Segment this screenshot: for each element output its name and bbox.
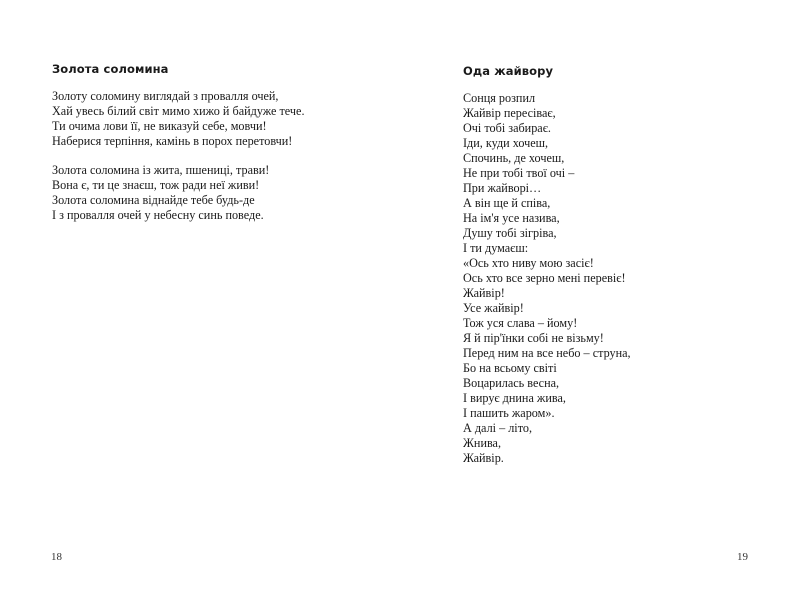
page-number: 18 <box>51 551 62 563</box>
poem-line: Ти очима лови її, не виказуй себе, мовчи! <box>52 119 267 133</box>
poem-line: А далі – літо, <box>463 421 532 435</box>
poem-line: Сонця розпил <box>463 91 536 105</box>
poem-line: Воцарилась весна, <box>463 376 560 390</box>
poem-line: І пашить жаром». <box>463 406 555 420</box>
poem-line: Очі тобі забирає. <box>463 121 551 135</box>
poem-line: Я й пір'їнки собі не візьму! <box>463 331 604 345</box>
poem-line: Бо на всьому світі <box>463 361 557 375</box>
poem-line: Перед ним на все небо – струна, <box>463 346 631 360</box>
poem-title-zolota-solomyna: Золота соломина <box>52 62 169 76</box>
poem-line: І вирує днина жива, <box>463 391 566 405</box>
poem-title-oda-zhayvoru: Ода жайвору <box>463 64 554 78</box>
poem-line: Усе жайвір! <box>463 301 524 315</box>
poem-line: Іди, куди хочеш, <box>463 136 549 150</box>
stanza <box>463 91 631 466</box>
poem-line: Золоту соломину виглядай з провалля очей, <box>52 89 279 103</box>
poem-line: «Ось хто ниву мою засіє! <box>463 256 594 270</box>
poem-line: Золота соломина віднайде тебе будь-де <box>52 193 255 207</box>
poem-line: Душу тобі зігріва, <box>463 226 557 240</box>
poem-line: Жайвір. <box>463 451 504 465</box>
poem-line: Жайвір! <box>463 286 505 300</box>
stanza <box>52 163 269 223</box>
poem-line: Вона є, ти це знаєш, тож ради неї живи! <box>52 178 260 192</box>
right-page <box>400 0 800 600</box>
poem-line: Жайвір пересіває, <box>463 106 556 120</box>
poem-line: При жайворі… <box>463 181 542 195</box>
poem-line: І ти думаєш: <box>463 241 529 255</box>
stanza <box>52 89 305 149</box>
poem-line: Тож уся слава – йому! <box>463 316 578 330</box>
poem-line: Не при тобі твої очі – <box>463 166 575 180</box>
poem-line: А він ще й співа, <box>463 196 551 210</box>
poem-line: Ось хто все зерно мені перевіє! <box>463 271 626 285</box>
poem-line: Наберися терпіння, камінь в порох перетовчи! <box>52 134 293 148</box>
poem-line: І з провалля очей у небесну синь поведе. <box>52 208 264 222</box>
poem-line: Золота соломина із жита, пшениці, трави! <box>52 163 270 177</box>
poem-line: Жнива, <box>463 436 502 450</box>
poem-line: Хай увесь білий світ мимо хижо й байдуже тече. <box>52 104 305 118</box>
page-number: 19 <box>737 551 748 563</box>
poem-line: На ім'я усе назива, <box>463 211 560 225</box>
poem-line: Спочинь, де хочеш, <box>463 151 565 165</box>
